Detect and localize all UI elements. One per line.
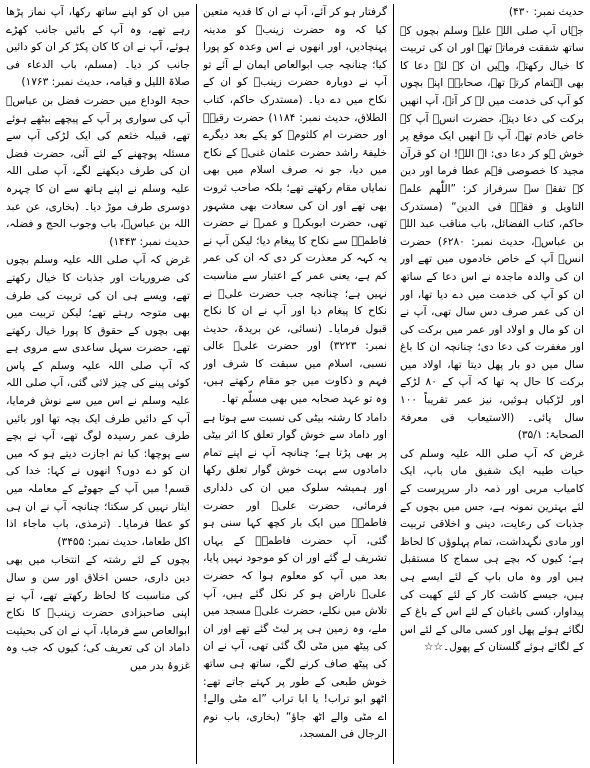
- column-divider: [393, 4, 394, 764]
- paragraph: داماد کا رشتہ بیٹی کی نسبت سے ہوتا ہے اور داماد سے خوش گوار تعلق کا اثر بیٹی پر بھی پڑتا ہے؛ چنانچہ آپ نے اپنے تمام دامادوں سے بہت خوش گوار تعلق رکھا اور ہمیشہ سلوک میں ان کی دلداری فرمائی، حضرت علیؓ اور حضرت فاطمہؓ میں ایک بار کچھ کہا سنی ہو گئی، آپ حضرت فاطمہؓ کے یہاں تشریف لے گئے اور ان کو موجود نہیں پایا، بعد میں آپ کو معلوم ہوا کہ حضرت علیؓ ناراض ہو کر نکل گئے ہیں، آپ تلاش میں نکلے، حضرت علیؓ مسجد میں ملے، وہ زمین ہی پر لیٹ گئے تھے اور ان کی پیٹھ میں مٹی لگ گئی تھی، آپ نے ان کی پیٹھ صاف کرنے لگے، ساتھ ہی ساتھ خوش طبعی کے طور پر کہتے جاتے تھے: اٹھو ابو تراب! یا ابا تراب ”اے مٹی والے! اے مٹی والے اٹھ جاؤ“ (بخاری، باب نوم الرجال فی المسجد،: [203, 411, 387, 741]
- text-column-right: [6, 4, 190, 764]
- paragraph: میں ان کو اپنے ساتھ رکھا، آپ نماز پڑھا رہے تھے، وہ آپ کے بائیں جانب کھڑے ہوئے، آپ نے ان کا کان پکڑ کر ان کو دائیں جانب کر دیا۔ (مسلم، باب الدعاء فی صلاۃ اللیل و قیامہ، حدیث نمبر: ۱۷۶۳): [6, 6, 190, 89]
- paragraph: گرفتار ہو کر آئے، آپ نے ان کا فدیہ متعین کیا کہ وہ حضرت زینبؓ کو مدینہ پہنچادیں، اور انھوں نے اس وعدہ کو پورا کیا؛ چنانچہ جب ابوالعاص ایمان لے آئے تو آپ نے دوبارہ حضرت زینبؓ کو ان کے نکاح میں دے دیا۔ (مستدرک حاکم، کتاب الطلاق، حدیث نمبر: ۱۱۸۴) حضرت رقیہؓ اور حضرت ام کلثومؓ کو یکے بعد دیگرے خلیفۂ راشد حضرت عثمان غنیؓ کے نکاح میں دیا، جو نہ صرف اسلام میں بھی نمایاں مقام رکھتے تھے؛ بلکہ صاحب ثروت بھی تھے اور ان کی سعادت بھی مشہور تھی، حضرت ابوبکرؓ و عمرؓ نے حضرت فاطمہؓ سے نکاح کا پیغام دیا؛ لیکن آپ نے یہ کہہ کر معذرت کر دی کہ ان کی عمر کم ہے، یعنی عمر کے اعتبار سے مناسبت نہیں ہے؛ چنانچہ جب حضرت علیؓ نے نکاح کا پیغام دیا اور آپ نے ان کا نکاح قبول فرمایا۔ (نسائی، عن بریدۃ، حدیث نمبر: ۳۲۲۳) اور حضرت علیؓ عالی نسبی، اسلام میں سبقت کا شرف اور فہم و ذکاوت میں جو مقام رکھتے ہیں، وہ تو عہد صحابہ میں بھی مسلّم تھا۔: [203, 6, 387, 406]
- paragraph: حجۃ الوداع میں حضرت فضل بن عباسؓ آپ کی سواری پر آپ کے پیچھے بیٹھے ہوئے تھے، قبیلہ خثعم کی ایک لڑکی آپ سے مسئلہ پوچھنے کے لئے آئی، حضرت فضل ان کی طرف دیکھنے لگے، آپ صلی اللہ علیہ وسلم نے اپنے ہاتھ سے ان کا چہرہ دوسری طرف موڑ دیا۔ (بخاری، عن عبد اللہ بن عباسؓ، باب وجوب الحج و فضلہ، حدیث نمبر: ۱۴۴۳): [6, 94, 190, 248]
- paragraph: جہاں آپ صلی اللہ علیہ وسلم بچوں کے ساتھ شفقت فرماتے تھے اور ان کی تربیت کا خیال رکھتے، وہیں ان کے لئے دعا کا بھی اہتمام کرتے تھے، صحابہؓ اپنے بچوں کو آپ کی خدمت میں لے کر آتے، آپ انھیں برکت کی دعا دیتے، حضرت انسؓ آپ کے خاص خادم تھے، آپ نے انھیں ایک موقع پر خوش ہو کر دعا دی: اے اللہ! ان کو قرآن مجید کا خصوصی فہم عطا فرما اور دین کے تفقہ سے سرفراز کر: ”اللّٰھم علمہ التاویل و فقہہ فی الدین“ (مستدرک حاکم، کتاب الفضائل، باب مناقب عبد اللہ بن عباسؓ، حدیث نمبر: ۶۲۸۰) حضرت انسؓ آپ کے خاص خادموں میں تھے اور ان کی والدہ ماجدہ نے اس دعا کے ساتھ ان کو آپ کی خدمت میں دے دیا تھا، اور ان کی عمر صرف دس سال تھی، آپ نے ان کو مال و اولاد اور عمر میں برکت کی اور مغفرت کی دعا دی؛ چنانچہ ان کا باغ سال میں دو بار پھل دیتا تھا، اولاد میں برکت کا حال یہ تھا کہ آپ کے ۸۰ لڑکے اور لڑکیاں ہوئیں، نیز عمر تقریباً ۱۰۰ سال پائی۔ (الاستیعاب فی معرفۃ الصحابۃ: ۳۵/۱): [400, 24, 584, 442]
- column-divider: [196, 4, 197, 764]
- paragraph: غرض کہ آپ صلی اللہ علیہ وسلم کی حیات طیبہ ایک شفیق ماں باپ، ایک کامیاب مربی اور ذمہ دار سرپرست کے لئے بہترین نمونہ ہے، جس میں بچوں کے جذبات کی رعایت، دینی و اخلاقی تربیت اور مادی نگہداشت، تمام پہلوؤں کا لحاظ ہے؛ کیوں کہ بچے ہی سماج کا مستقبل ہیں اور وہ ماں باپ کے لئے ایسے ہی ہیں، جیسے کاشت کار کے لئے کھیت کی پیداوار، کسی باغبان کے لئے اس کے باغ کے لگائے ہوئے پھل اور کسی مالی کے لئے اس کے لگائے ہوئے گلستان کے پھول۔☆☆: [400, 447, 584, 654]
- document-page: [6, 4, 584, 764]
- paragraph: غرض کہ آپ صلی اللہ علیہ وسلم بچوں کی ضروریات اور جذبات کا خیال رکھتے تھے، ویسے ہی ان کی تربیت کی طرف بھی متوجہ رہتے تھے؛ لیکن تربیت میں بھی بچوں کے حقوق کا پورا خیال رکھتے تھے، حضرت سہل ساعدی سے مروی ہے کہ آپ صلی اللہ علیہ وسلم کے پاس کوئی پینے کی چیز لائی گئی، آپ صلی اللہ علیہ وسلم نے اس میں سے نوش فرمایا، آپ کے دائیں طرف ایک بچہ تھا اور بائیں طرف عمر رسیدہ لوگ تھے، آپ نے بچے سے پوچھا: کیا تم اجازت دیتے ہو کہ میں ان کو دے دوں؟ انھوں نے کہا: خدا کی قسم! میں آپ کے جھوٹے کے معاملہ میں ایثار نہیں کر سکتا؛ چنانچہ آپ نے ان ہی کو عطا فرمایا۔ (ترمذی، باب ماجاء اذا اکل طعاما، حدیث نمبر: ۳۴۵۵): [6, 254, 190, 548]
- paragraph: بچوں کے لئے رشتہ کے انتخاب میں بھی دین داری، حسن اخلاق اور سن و سال کی مناسبت کا لحاظ رکھتے تھے، آپ نے اپنی صاحبزادی حضرت زینبؓ کا نکاح ابوالعاص سے فرمایا، آپ نے ان کی بحیثیت داماد ان کی تعریف کی؛ کیوں کہ جب وہ غزوۂ بدر میں: [6, 554, 190, 672]
- text-column-left: [400, 4, 584, 764]
- text-column-middle: [203, 4, 387, 764]
- paragraph: حدیث نمبر: ۴۳۰): [508, 6, 584, 18]
